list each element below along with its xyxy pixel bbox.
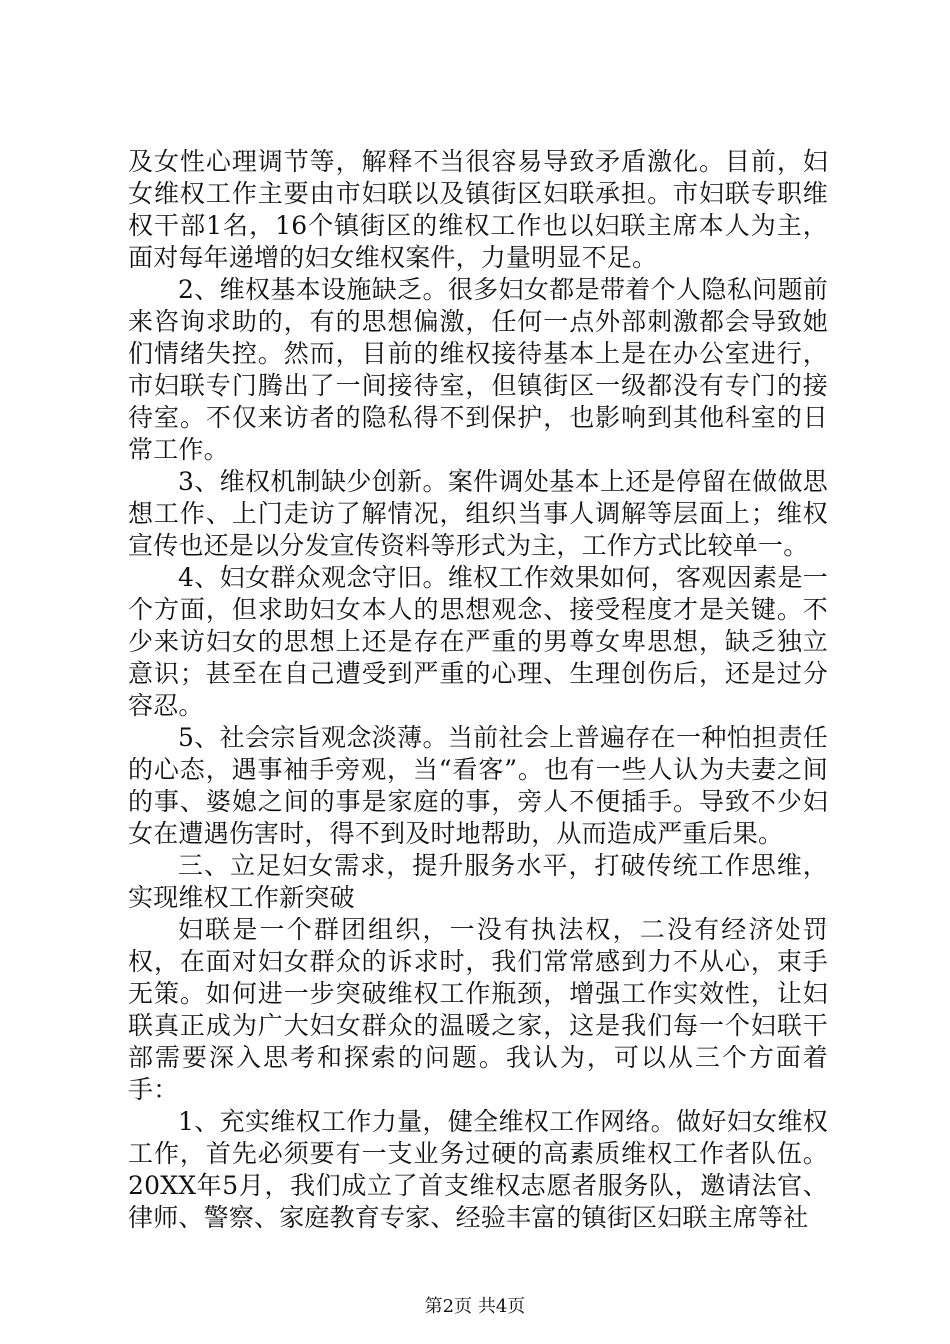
- paragraph-item-5: 5、社会宗旨观念淡薄。当前社会上普遍存在一种怕担责任的心态，遇事袖手旁观，当“看客”。也有一些人认为夫妻之间的事、婆媳之间的事是家庭的事，旁人不便插手。导致不少妇女在遭遇伤害时，得不到及时地帮助，从而造成严重后果。: [128, 723, 828, 848]
- section-heading-3: 三、立足妇女需求，提升服务水平，打破传统工作思维，实现维权工作新突破: [128, 851, 828, 912]
- paragraph-intro: 妇联是一个群团组织，一没有执法权，二没有经济处罚权，在面对妇女群众的诉求时，我们常常感到力不从心，束手无策。如何进一步突破维权工作瓶颈，增强工作实效性，让妇联真正成为广大妇女群众的温暖之家，这是我们每一个妇联干部需要深入思考和探索的问题。我认为，可以从三个方面着手：: [128, 915, 828, 1104]
- page-footer: 第2页 共4页: [424, 1296, 526, 1317]
- paragraph-item-3: 3、维权机制缺少创新。案件调处基本上还是停留在做做思想工作、上门走访了解情况，组织当事人调解等层面上；维权宣传也还是以分发宣传资料等形式为主，工作方式比较单一。: [128, 467, 828, 560]
- paragraph-measure-1: 1、充实维权工作力量，健全维权工作网络。做好妇女维权工作，首先必须要有一支业务过硬的高素质维权工作者队伍。20XX年5月，我们成立了首支维权志愿者服务队，邀请法官、律师、警察、家庭教育专家、经验丰富的镇街区妇联主席等社: [128, 1107, 828, 1232]
- paragraph-item-4: 4、妇女群众观念守旧。维权工作效果如何，客观因素是一个方面，但求助妇女本人的思想观念、接受程度才是关键。不少来访妇女的思想上还是存在严重的男尊女卑思想，缺乏独立意识；甚至在自己遭受到严重的心理、生理创伤后，还是过分容忍。: [128, 563, 828, 720]
- document-body: [128, 146, 828, 1234]
- paragraph-item-2: 2、维权基本设施缺乏。很多妇女都是带着个人隐私问题前来咨询求助的，有的思想偏激，任何一点外部刺激都会导致她们情绪失控。然而，目前的维权接待基本上是在办公室进行，市妇联专门腾出了一间接待室，但镇街区一级都没有专门的接待室。不仅来访者的隐私得不到保护，也影响到其他科室的日常工作。: [128, 275, 828, 464]
- paragraph-continuation: 及女性心理调节等，解释不当很容易导致矛盾激化。目前，妇女维权工作主要由市妇联以及镇街区妇联承担。市妇联专职维权干部1名，16个镇街区的维权工作也以妇联主席本人为主，面对每年递增的妇女维权案件，力量明显不足。: [128, 147, 828, 272]
